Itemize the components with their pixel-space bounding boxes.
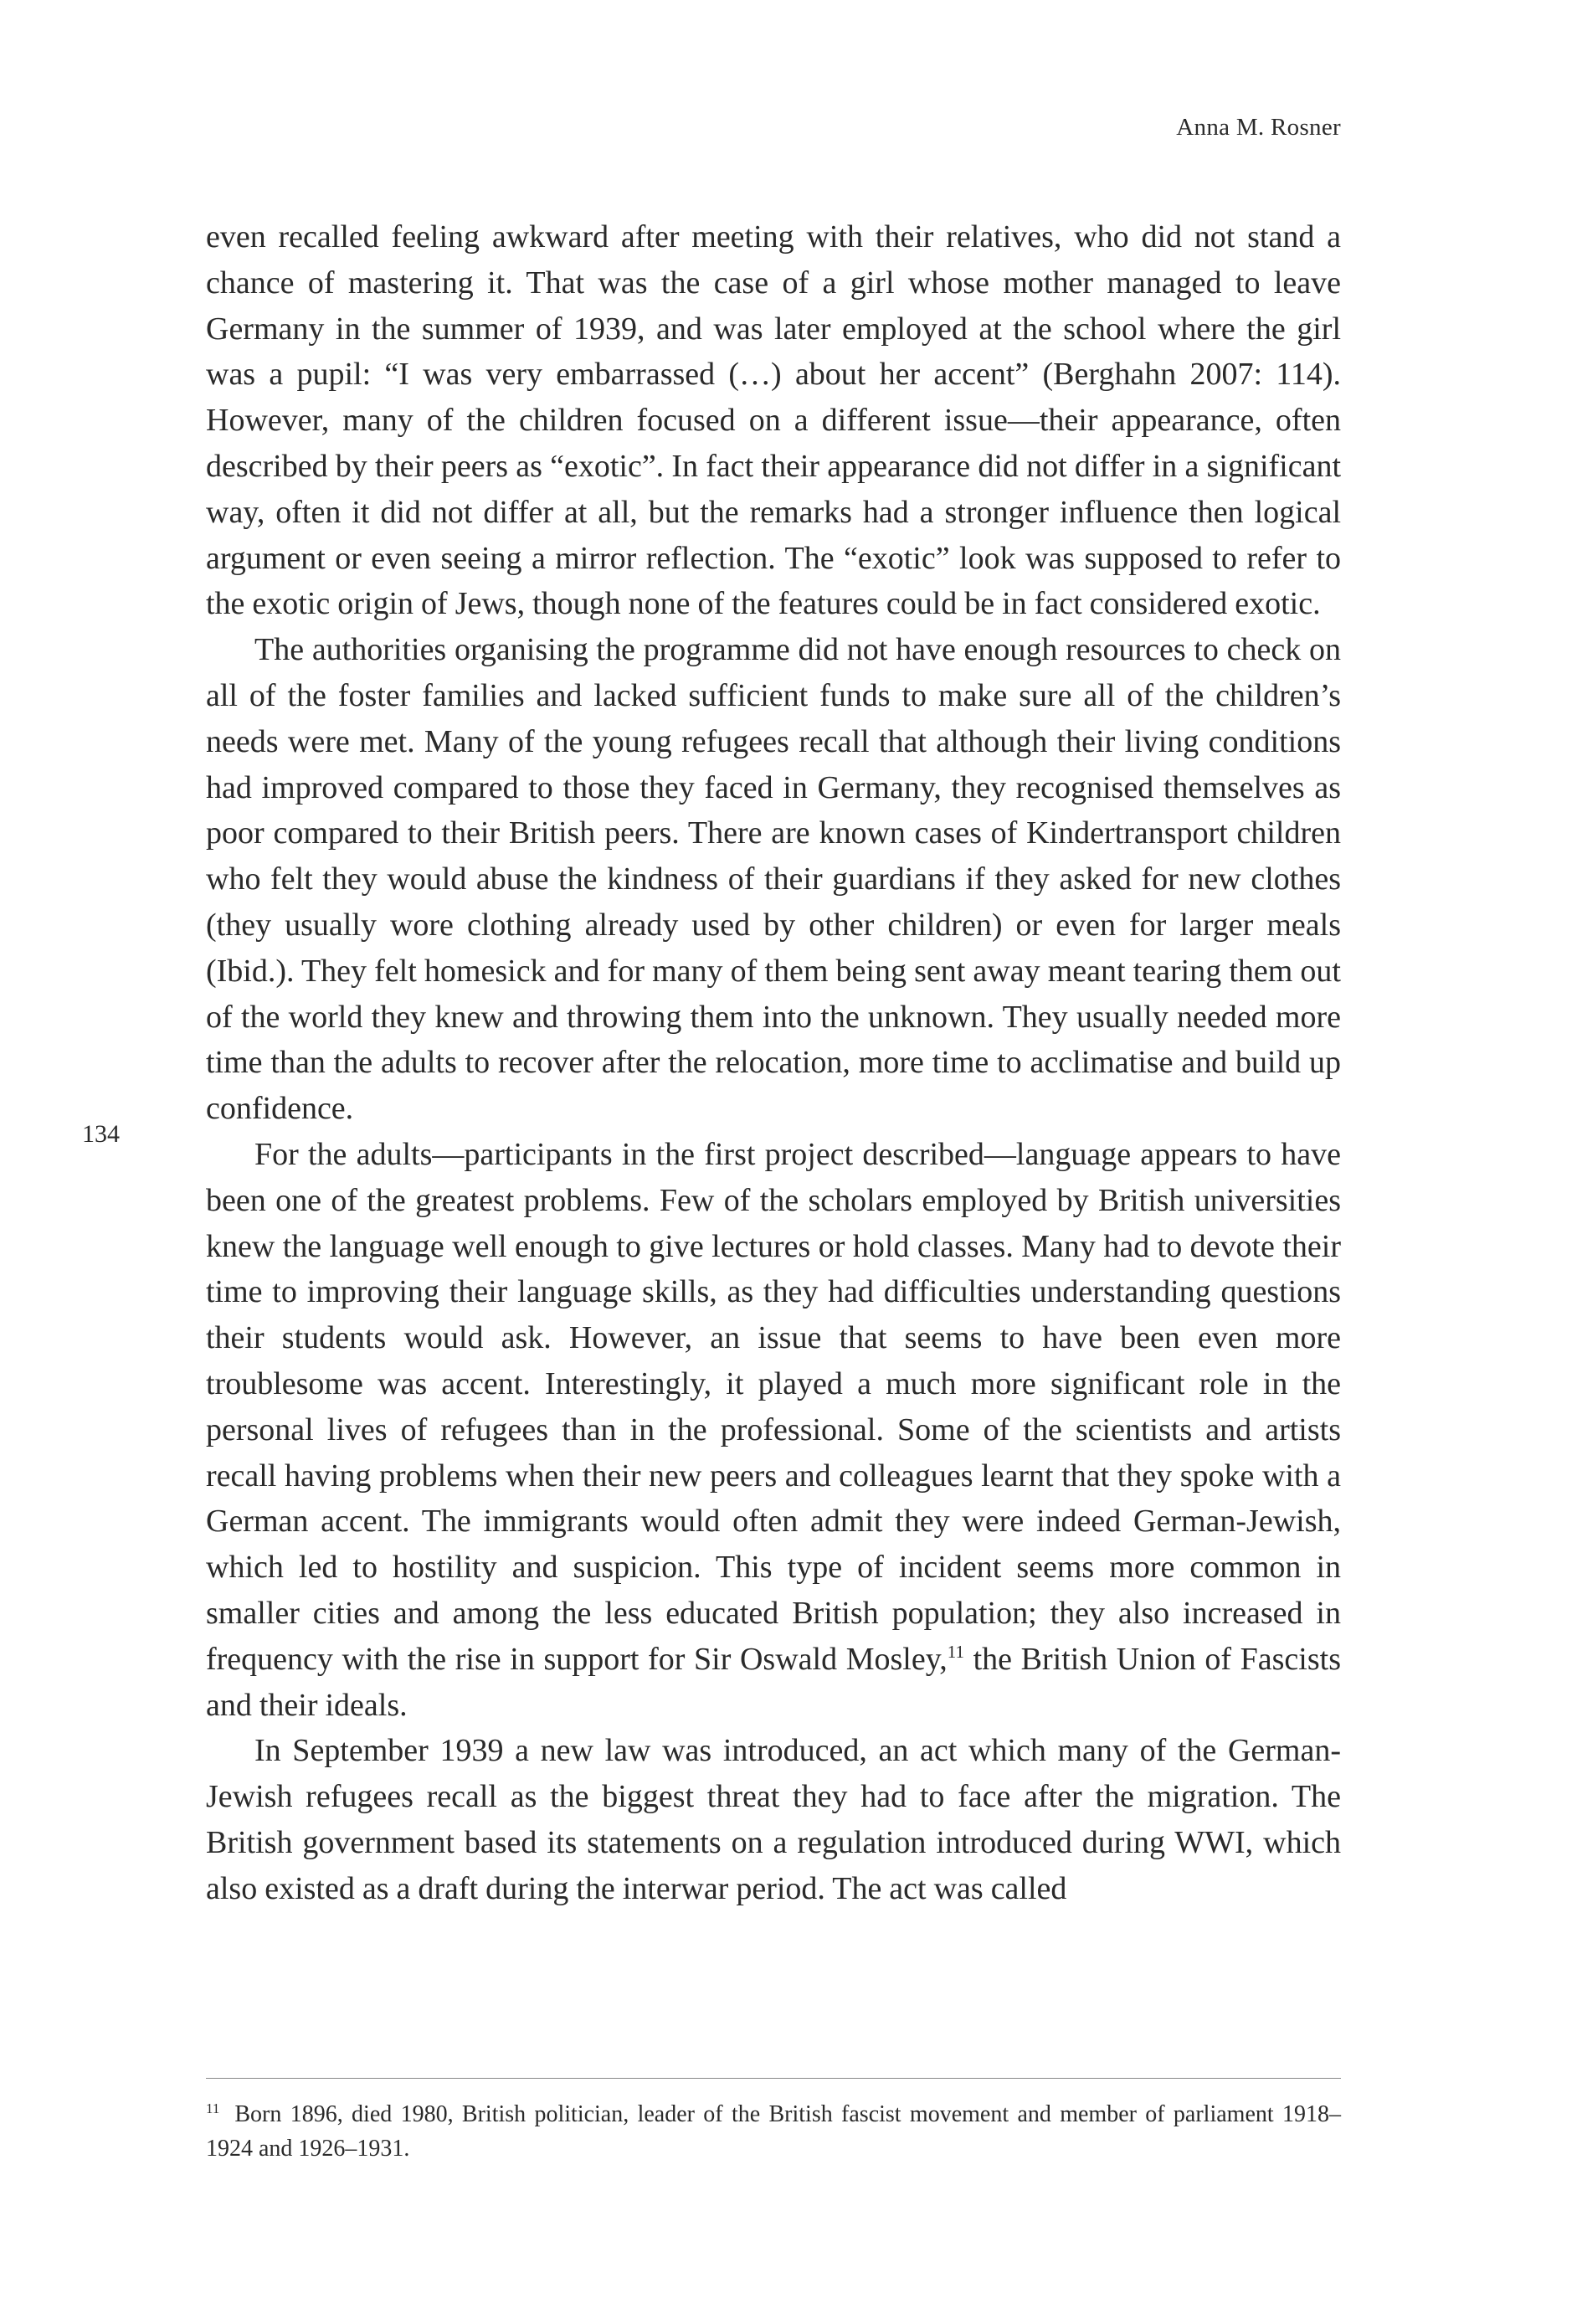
running-head-author: Anna M. Rosner (1176, 114, 1341, 141)
footnote-reference: 11 (947, 1641, 964, 1662)
paragraph-1: even recalled feeling awkward after meeting with their relatives, who did not stand a chance of mastering it. That was the case of a girl whose mother managed to leave Germany in the summer of 1939, and was later employed at the school where the girl was a pupil: “I was very embarrassed (…) about her accent” (Berghahn 2007: 114). However, many of the children focused on a different issue—their appearance, often described by their peers as “exotic”. In fact their appearance did not differ in a significant way, often it did not differ at all, but the remarks had a stronger influence then logical argument or even seeing a mirror reflection. The “exotic” look was supposed to refer to the exotic origin of Jews, though none of the features could be in fact considered exotic. (206, 219, 1341, 622)
footnote-text: Born 1896, died 1980, British politician, leader of the British fascist movement and member of parliament 1918–1924 and 1926–1931. (206, 2101, 1341, 2162)
page-number: 134 (82, 1120, 120, 1148)
paragraph-2: The authorities organising the programme did not have enough resources to check on all of the foster families and lacked sufficient funds to make sure all of the children’s needs were met. Many of the young refugees recall that although their living conditions had improved compared to those they faced in Germany, they recognised themselves as poor compared to their British peers. There are known cases of Kindertransport children who felt they would abuse the kindness of their guardians if they asked for new clothes (they usually wore clothing already used by other children) or even for larger meals (Ibid.). They felt homesick and for many of them being sent away meant tearing them out of the world they knew and throwing them into the unknown. They usually needed more time than the adults to recover after the relocation, more time to acclimatise and build up confidence. (206, 632, 1341, 1127)
footnote-divider (206, 2078, 1341, 2079)
footnote-number: 11 (206, 2100, 220, 2116)
paragraph-3-text-a: For the adults—participants in the first project described—language appears to have been one of the greatest problems. Few of the scholars employed by British universities knew the language well enough to give lectures or hold classes. Many had to devote their time to improving their language skills, as they had difficulties understanding questions their students would ask. However, an issue that seems to have been even more troublesome was accent. Interestingly, it played a much more significant role in the personal lives of refugees than in the professional. Some of the scientists and artists recall having problems when their new peers and colleagues learnt that they spoke with a German accent. The immigrants would often admit they were indeed German-Jewish, which led to hostility and suspicion. This type of incident seems more common in smaller cities and among the less educated British population; they also increased in frequency with the rise in support for Sir Oswald Mosley, (206, 1136, 1341, 1677)
paragraph-3-text-b: the British Union of Fascists and their ideals. (206, 1641, 1341, 1723)
body-text (206, 214, 1341, 1911)
paragraph-4: In September 1939 a new law was introduced, an act which many of the German-Jewish refugees recall as the biggest threat they had to face after the migration. The British government based its statements on a regulation introduced during WWI, which also existed as a draft during the interwar period. The act was called (206, 1733, 1341, 1906)
paragraph-3 (206, 1132, 1341, 1728)
footnote (206, 2097, 1341, 2166)
